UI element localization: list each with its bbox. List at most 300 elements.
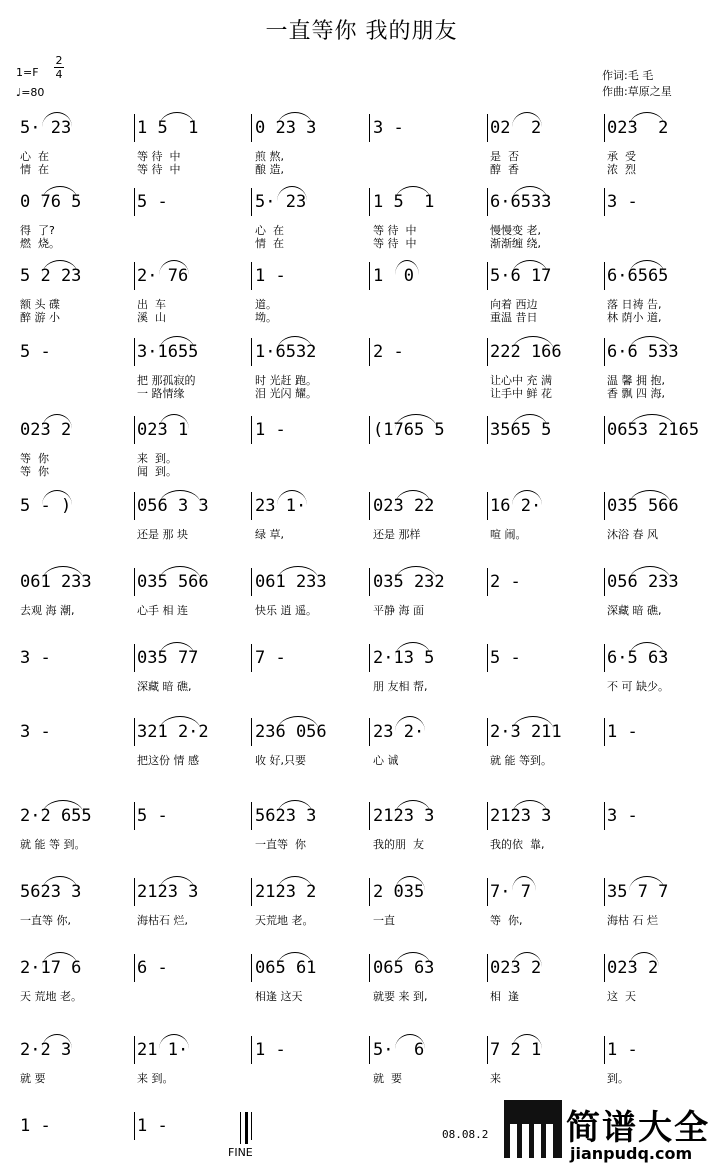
bar-line (251, 338, 252, 366)
measure-notes: 2 - (373, 342, 404, 362)
measure-notes: 1 - (137, 1116, 168, 1136)
lyric-line: 就 要 (20, 1072, 46, 1085)
bar-line (604, 1036, 605, 1064)
lyric-line: 等 待 中 (373, 237, 417, 250)
slur (277, 186, 307, 201)
lyric-line: 等 待 中 (137, 150, 181, 163)
lyric-line: 道。 (255, 298, 277, 311)
lyric-line: 坳。 (255, 311, 277, 324)
lyric-line: 落 日祷 告, (607, 298, 662, 311)
lyric-line: 收 好,只要 (255, 754, 306, 767)
lyric-line: 把这份 情 感 (137, 754, 199, 767)
slur (42, 490, 72, 505)
measure-notes: 2· 76 (137, 266, 189, 286)
bar-line (369, 188, 370, 216)
lyric-line: 一直等 你 (255, 838, 306, 851)
lyric-line: 醇 香 (490, 163, 519, 176)
slur (159, 876, 195, 891)
bar-line (487, 188, 488, 216)
measure-notes: 222 166 (490, 342, 562, 362)
slur (512, 414, 548, 429)
measure-notes: 5·6 17 (490, 266, 552, 286)
measure-notes: 5· 23 (20, 118, 72, 138)
slur (277, 876, 313, 891)
lyric-line: 额 头 碟 (20, 298, 60, 311)
time-signature (54, 55, 64, 80)
lyric-line: 相 逢 (490, 990, 519, 1003)
slur (395, 260, 419, 275)
slur (395, 876, 425, 891)
slur (277, 952, 313, 967)
slur (159, 414, 189, 429)
measure-notes: 6·5 63 (607, 648, 669, 668)
slur (42, 952, 78, 967)
measure-notes: 23 2· (373, 722, 425, 742)
bar-line (134, 492, 135, 520)
lyric-line: 浓 烈 (607, 163, 636, 176)
credits (602, 68, 672, 100)
page-title: 一直等你 我的朋友 (265, 19, 458, 44)
bar-line (251, 188, 252, 216)
slur (159, 1034, 189, 1049)
slur (395, 716, 425, 731)
bar-line (369, 802, 370, 830)
lyric-line: 来 到。 (137, 452, 177, 465)
lyric-line: 得 了? (20, 224, 55, 237)
measure-notes: 3 - (607, 192, 638, 212)
bar-line (487, 262, 488, 290)
bar-line (604, 416, 605, 444)
measure-notes: 3·1655 (137, 342, 199, 362)
slur (277, 336, 313, 351)
measure-notes: 7 2 1 (490, 1040, 542, 1060)
measure-notes: 056 3 3 (137, 496, 209, 516)
bar-line (134, 644, 135, 672)
date-stamp: 08.08.2 (442, 1128, 489, 1141)
measure-notes: 5623 3 (255, 806, 317, 826)
lyric-line: 来 到。 (137, 1072, 174, 1085)
bar-line (369, 878, 370, 906)
bar-line (604, 802, 605, 830)
measure-notes: 2·17 6 (20, 958, 82, 978)
measure-notes: 2·2 655 (20, 806, 92, 826)
slur (159, 716, 201, 731)
lyric-line: 闻 到。 (137, 465, 177, 478)
bar-line (487, 802, 488, 830)
lyric-line: 心手 相 连 (137, 604, 188, 617)
lyric-line: 出 车 (137, 298, 166, 311)
measure-notes: 0653 2165 (607, 420, 700, 440)
lyric-line: 我的依 靠, (490, 838, 545, 851)
measure-notes: 5 - ) (20, 496, 72, 516)
lyric-line: 等 你 (20, 465, 49, 478)
measure-notes: 1 0 (373, 266, 414, 286)
measure-notes: 1 - (20, 1116, 51, 1136)
bar-line (604, 188, 605, 216)
measure-notes: 6·6 533 (607, 342, 679, 362)
slur (629, 566, 671, 581)
lyric-line: 到。 (607, 1072, 629, 1085)
measure-notes: 5 - (137, 192, 168, 212)
bar-line (369, 416, 370, 444)
bar-line (134, 114, 135, 142)
slur (512, 952, 542, 967)
lyric-line: 等 待 中 (137, 163, 181, 176)
slur (42, 800, 84, 815)
bar-line (604, 644, 605, 672)
slur (42, 1034, 72, 1049)
tempo-mark: ♩=80 (16, 86, 45, 99)
slur (42, 260, 78, 275)
lyric-line: 就 能 等 到。 (20, 838, 86, 851)
bar-line (251, 416, 252, 444)
lyric-line: 泪 光闪 耀。 (255, 387, 317, 400)
lyric-line: 酿 造, (255, 163, 284, 176)
measure-notes: 5623 3 (20, 882, 82, 902)
measure-notes: 5 - (137, 806, 168, 826)
measure-notes: 21 1· (137, 1040, 189, 1060)
lyric-line: 渐渐缠 绕, (490, 237, 541, 250)
measure-notes: 065 63 (373, 958, 435, 978)
logo-text: 简谱大全 (566, 1108, 710, 1148)
measure-notes: 2123 2 (255, 882, 317, 902)
lyric-line: 一直 (373, 914, 395, 927)
measure-notes: 1 5 1 (373, 192, 435, 212)
measure-notes: 2·3 211 (490, 722, 562, 742)
bar-line (604, 878, 605, 906)
measure-notes: 023 2 (607, 118, 669, 138)
slur (512, 876, 536, 891)
measure-notes: 0 23 3 (255, 118, 317, 138)
bar-line (134, 262, 135, 290)
time-top: 2 (55, 54, 63, 67)
measure-notes: 5 - (490, 648, 521, 668)
composer: 作曲:草原之星 (602, 85, 672, 98)
bar-line (251, 954, 252, 982)
measure-notes: 023 2 (607, 958, 659, 978)
slur (512, 490, 542, 505)
lyric-line: 就要 来 到, (373, 990, 428, 1003)
lyric-line: 这 天 (607, 990, 636, 1003)
lyric-line: 海枯石 烂, (137, 914, 188, 927)
bar-line (604, 954, 605, 982)
lyric-line: 煎 熬, (255, 150, 284, 163)
slur (629, 414, 675, 429)
measure-notes: 2·13 5 (373, 648, 435, 668)
site-logo (504, 1098, 720, 1164)
lyric-line: 就 能 等到。 (490, 754, 552, 767)
slur (629, 490, 671, 505)
lyric-line: 情 在 (255, 237, 284, 250)
slur (512, 1034, 542, 1049)
measure-notes: 056 233 (607, 572, 679, 592)
measure-notes: 3 - (373, 118, 404, 138)
slur (277, 566, 319, 581)
measure-notes: 0 76 5 (20, 192, 82, 212)
measure-notes: 7· 7 (490, 882, 531, 902)
slur (629, 260, 665, 275)
bar-line (369, 262, 370, 290)
measure-notes: 5· 6 (373, 1040, 425, 1060)
slur (277, 800, 313, 815)
slur (395, 642, 431, 657)
measure-notes: 16 2· (490, 496, 542, 516)
bar-line (487, 338, 488, 366)
bar-line (251, 1036, 252, 1064)
lyric-line: 还是 那样 (373, 528, 421, 541)
slur (277, 112, 313, 127)
measure-notes: 1 - (255, 266, 286, 286)
bar-line (604, 718, 605, 746)
slur (42, 186, 78, 201)
slur (277, 716, 319, 731)
lyric-line: 一直等 你, (20, 914, 71, 927)
measure-notes: (1765 5 (373, 420, 445, 440)
slur (159, 112, 195, 127)
measure-notes: 2123 3 (373, 806, 435, 826)
bar-line (134, 878, 135, 906)
slur (629, 952, 659, 967)
slur (277, 490, 307, 505)
slur (512, 716, 554, 731)
bar-line (487, 644, 488, 672)
slur (512, 800, 548, 815)
slur (629, 876, 665, 891)
measure-notes: 321 2·2 (137, 722, 209, 742)
slur (42, 112, 72, 127)
bar-line (134, 718, 135, 746)
lyric-line: 慢慢变 老, (490, 224, 541, 237)
lyric-line: 醉 游 小 (20, 311, 60, 324)
measure-notes: 3 - (20, 722, 51, 742)
lyric-line: 去观 海 潮, (20, 604, 75, 617)
bar-line (251, 114, 252, 142)
lyric-line: 心 在 (255, 224, 284, 237)
lyric-line: 等 待 中 (373, 224, 417, 237)
measure-notes: 23 1· (255, 496, 307, 516)
measure-notes: 3565 5 (490, 420, 552, 440)
slur (42, 566, 84, 581)
bar-line (134, 1036, 135, 1064)
slur (512, 112, 542, 127)
lyric-line: 海枯 石 烂 (607, 914, 658, 927)
slur (42, 876, 78, 891)
slur (395, 186, 431, 201)
lyric-line: 让手中 鲜 花 (490, 387, 552, 400)
lyric-line: 燃 烧。 (20, 237, 60, 250)
measure-notes: 2 - (490, 572, 521, 592)
slur (395, 800, 431, 815)
bar-line (251, 718, 252, 746)
measure-notes: 35 7 7 (607, 882, 669, 902)
bar-line (369, 954, 370, 982)
bar-line (604, 262, 605, 290)
measure-notes: 3 - (20, 648, 51, 668)
bar-line (369, 568, 370, 596)
bar-line (134, 416, 135, 444)
measure-notes: 1 - (607, 722, 638, 742)
measure-notes: 023 2 (490, 958, 542, 978)
lyric-line: 溪 山 (137, 311, 166, 324)
measure-notes: 6 - (137, 958, 168, 978)
bar-line (251, 1112, 252, 1140)
lyric-line: 一 路情缘 (137, 387, 185, 400)
lyric-line: 就 要 (373, 1072, 402, 1085)
lyric-line: 承 受 (607, 150, 636, 163)
lyric-line: 天 荒地 老。 (20, 990, 82, 1003)
time-bottom: 4 (55, 68, 63, 81)
bar-line (251, 644, 252, 672)
measure-notes: 5 2 23 (20, 266, 82, 286)
lyric-line: 不 可 缺少。 (607, 680, 669, 693)
measure-notes: 2 035 (373, 882, 425, 902)
lyric-line: 让心中 充 满 (490, 374, 552, 387)
bar-line (134, 1112, 135, 1140)
measure-notes: 061 233 (20, 572, 92, 592)
slur (629, 336, 671, 351)
bar-line (134, 568, 135, 596)
logo-url: jianpudq.com (570, 1144, 693, 1163)
measure-notes: 023 2 (20, 420, 72, 440)
measure-notes: 2123 3 (490, 806, 552, 826)
bar-line (604, 568, 605, 596)
bar-line (369, 338, 370, 366)
lyric-line: 来 (490, 1072, 501, 1085)
fine-mark: FINE (228, 1146, 253, 1159)
bar-line (369, 644, 370, 672)
measure-notes: 1 - (255, 1040, 286, 1060)
measure-notes: 023 22 (373, 496, 435, 516)
bar-line (134, 188, 135, 216)
slur (395, 952, 431, 967)
lyric-line: 重温 昔日 (490, 311, 538, 324)
measure-notes: 1 - (607, 1040, 638, 1060)
final-barline (240, 1112, 248, 1144)
bar-line (487, 718, 488, 746)
bar-line (134, 338, 135, 366)
lyric-line: 向着 西边 (490, 298, 538, 311)
lyric-line: 情 在 (20, 163, 49, 176)
measure-notes: 1·6532 (255, 342, 317, 362)
lyric-line: 心 在 (20, 150, 49, 163)
slur (159, 490, 201, 505)
slur (512, 260, 548, 275)
slur (395, 566, 437, 581)
bar-line (251, 262, 252, 290)
slur (159, 566, 201, 581)
lyric-line: 心 诚 (373, 754, 399, 767)
measure-notes: 065 61 (255, 958, 317, 978)
measure-notes: 6·6533 (490, 192, 552, 212)
lyric-line: 喧 闹。 (490, 528, 527, 541)
lyric-line: 温 馨 拥 抱, (607, 374, 665, 387)
lyric-line: 时 光赶 跑。 (255, 374, 317, 387)
measure-notes: 061 233 (255, 572, 327, 592)
bar-line (487, 954, 488, 982)
measure-notes: 2123 3 (137, 882, 199, 902)
bar-line (604, 492, 605, 520)
measure-notes: 1 5 1 (137, 118, 199, 138)
piano-icon (504, 1100, 562, 1158)
bar-line (487, 568, 488, 596)
bar-line (369, 718, 370, 746)
bar-line (369, 114, 370, 142)
bar-line (604, 114, 605, 142)
slur (159, 260, 189, 275)
measure-notes: 023 1 (137, 420, 189, 440)
measure-notes: 035 232 (373, 572, 445, 592)
key-signature: 1=F (16, 66, 39, 79)
bar-line (251, 568, 252, 596)
lyric-line: 把 那孤寂的 (137, 374, 196, 387)
lyric-line: 是 否 (490, 150, 519, 163)
bar-line (134, 954, 135, 982)
bar-line (487, 1036, 488, 1064)
measure-notes: 1 - (255, 420, 286, 440)
bar-line (487, 878, 488, 906)
lyricist: 作词:毛 毛 (602, 69, 654, 82)
lyric-line: 香 飘 四 海, (607, 387, 665, 400)
lyric-line: 林 荫小 道, (607, 311, 662, 324)
lyric-line: 绿 草, (255, 528, 284, 541)
measure-notes: 02 2 (490, 118, 542, 138)
lyric-line: 深藏 暗 礁, (137, 680, 192, 693)
lyric-line: 快乐 逍 遥。 (255, 604, 317, 617)
bar-line (251, 802, 252, 830)
bar-line (487, 416, 488, 444)
measure-notes: 7 - (255, 648, 286, 668)
measure-notes: 6·6565 (607, 266, 669, 286)
lyric-line: 天荒地 老。 (255, 914, 314, 927)
measure-notes: 035 566 (607, 496, 679, 516)
bar-line (251, 492, 252, 520)
measure-notes: 3 - (607, 806, 638, 826)
measure-notes: 5 - (20, 342, 51, 362)
slur (629, 642, 665, 657)
lyric-line: 还是 那 块 (137, 528, 188, 541)
slur (629, 112, 665, 127)
slur (159, 642, 195, 657)
bar-line (369, 492, 370, 520)
measure-notes: 2·2 3 (20, 1040, 72, 1060)
lyric-line: 朋 友相 帮, (373, 680, 428, 693)
lyric-line: 我的朋 友 (373, 838, 424, 851)
measure-notes: 035 566 (137, 572, 209, 592)
measure-notes: 035 77 (137, 648, 199, 668)
bar-line (487, 492, 488, 520)
bar-line (487, 114, 488, 142)
bar-line (604, 338, 605, 366)
lyric-line: 深藏 暗 礁, (607, 604, 662, 617)
slur (512, 186, 548, 201)
slur (42, 414, 72, 429)
slur (159, 336, 195, 351)
bar-line (251, 878, 252, 906)
lyric-line: 平静 海 面 (373, 604, 424, 617)
slur (512, 336, 554, 351)
bar-line (369, 1036, 370, 1064)
bar-line (134, 802, 135, 830)
measure-notes: 5· 23 (255, 192, 307, 212)
slur (395, 1034, 425, 1049)
lyric-line: 等 你 (20, 452, 49, 465)
lyric-line: 沐浴 春 风 (607, 528, 658, 541)
lyric-line: 等 你, (490, 914, 523, 927)
measure-notes: 236 056 (255, 722, 327, 742)
lyric-line: 相逢 这天 (255, 990, 303, 1003)
slur (395, 414, 437, 429)
slur (395, 490, 431, 505)
